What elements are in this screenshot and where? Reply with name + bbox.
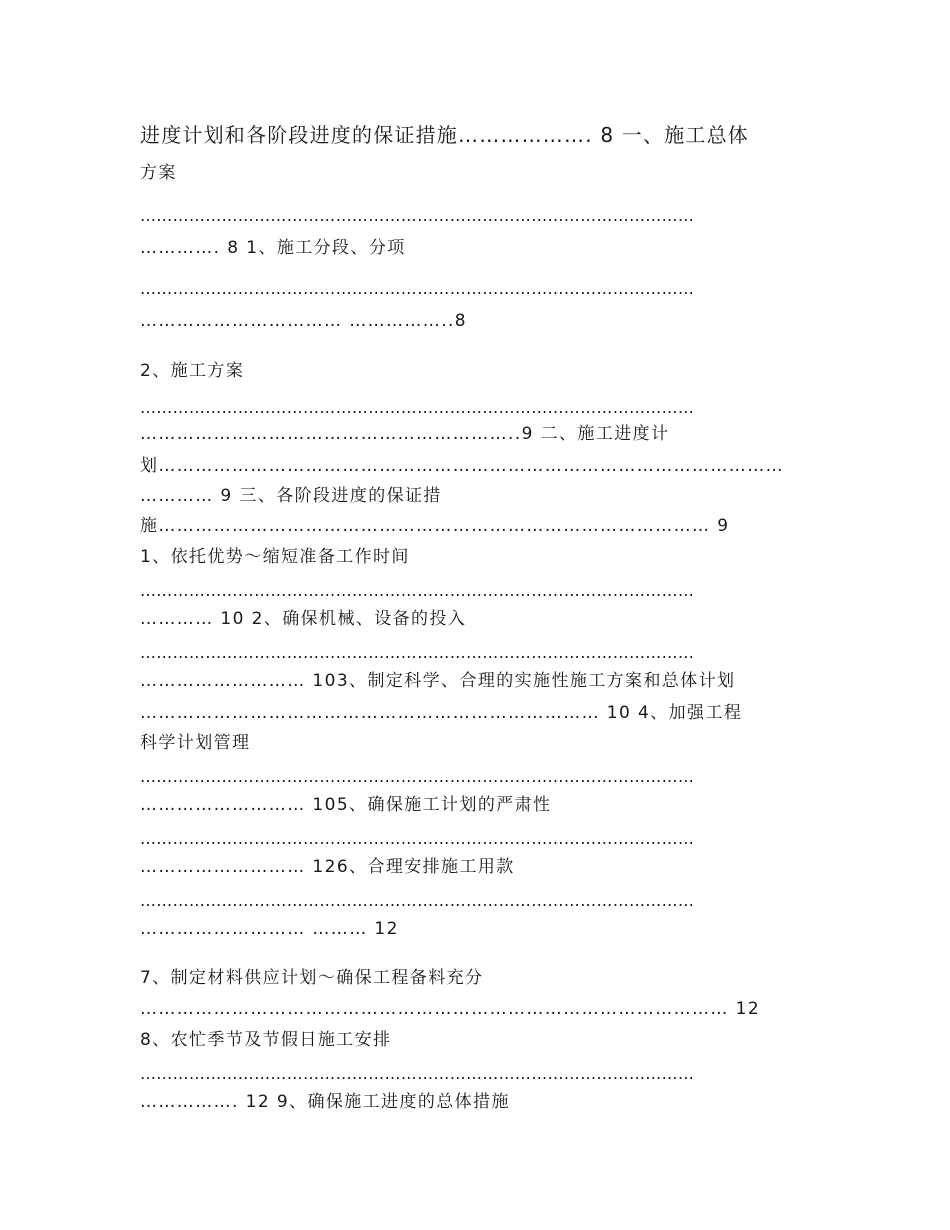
toc-dots: ………………………………………………………………………………………… [140, 891, 695, 910]
toc-line: …………. 8 1、施工分段、分项 [140, 238, 406, 258]
toc-dots: ………………………………………………………………………………………… [140, 767, 695, 786]
toc-dots: ………………………………………………………………………………………… [140, 206, 695, 225]
toc-line: 方案 [140, 163, 177, 183]
toc-dots: ………………………………………………………………………………………… [140, 829, 695, 848]
toc-line: …………………………………………………………………………………… 12 [140, 999, 761, 1019]
toc-line: ………… 10 2、确保机械、设备的投入 [140, 609, 467, 629]
toc-line: ……………………… 126、合理安排施工用款 [140, 857, 515, 877]
toc-line: 7、制定材料供应计划～确保工程备料充分 [140, 968, 484, 988]
toc-dots: ………………………………………………………………………………………… [140, 398, 695, 417]
toc-dots: ………………………………………………………………………………………… [140, 581, 695, 600]
toc-line: ……………………………………………………..9 二、施工进度计 [140, 424, 670, 444]
toc-line: 8、农忙季节及节假日施工安排 [140, 1030, 392, 1050]
toc-line: 2、施工方案 [140, 361, 245, 381]
toc-heading: 进度计划和各阶段进度的保证措施………………. 8 一、施工总体 [140, 123, 749, 147]
toc-line: ……………………… ……… 12 [140, 919, 399, 939]
toc-line: 划………………………………………………………………………………………… [140, 456, 784, 476]
toc-line: ………… 9 三、各阶段进度的保证措 [140, 486, 442, 506]
toc-dots: ………………………………………………………………………………………… [140, 279, 695, 298]
toc-line: 1、依托优势～缩短准备工作时间 [140, 547, 410, 567]
toc-line: …………………………… ……………..8 [140, 311, 468, 331]
toc-dots: ………………………………………………………………………………………… [140, 1064, 695, 1083]
toc-line: ………………………………………………………………… 10 4、加强工程 [140, 703, 743, 723]
toc-line: ……………………… 103、制定科学、合理的实施性施工方案和总体计划 [140, 671, 736, 691]
toc-line: 施……………………………………………………………………………… 9 [140, 516, 730, 536]
toc-dots: ………………………………………………………………………………………… [140, 643, 695, 662]
toc-line: ……………. 12 9、确保施工进度的总体措施 [140, 1092, 510, 1112]
toc-line: 科学计划管理 [140, 733, 251, 753]
toc-line: ……………………… 105、确保施工计划的严肃性 [140, 795, 552, 815]
